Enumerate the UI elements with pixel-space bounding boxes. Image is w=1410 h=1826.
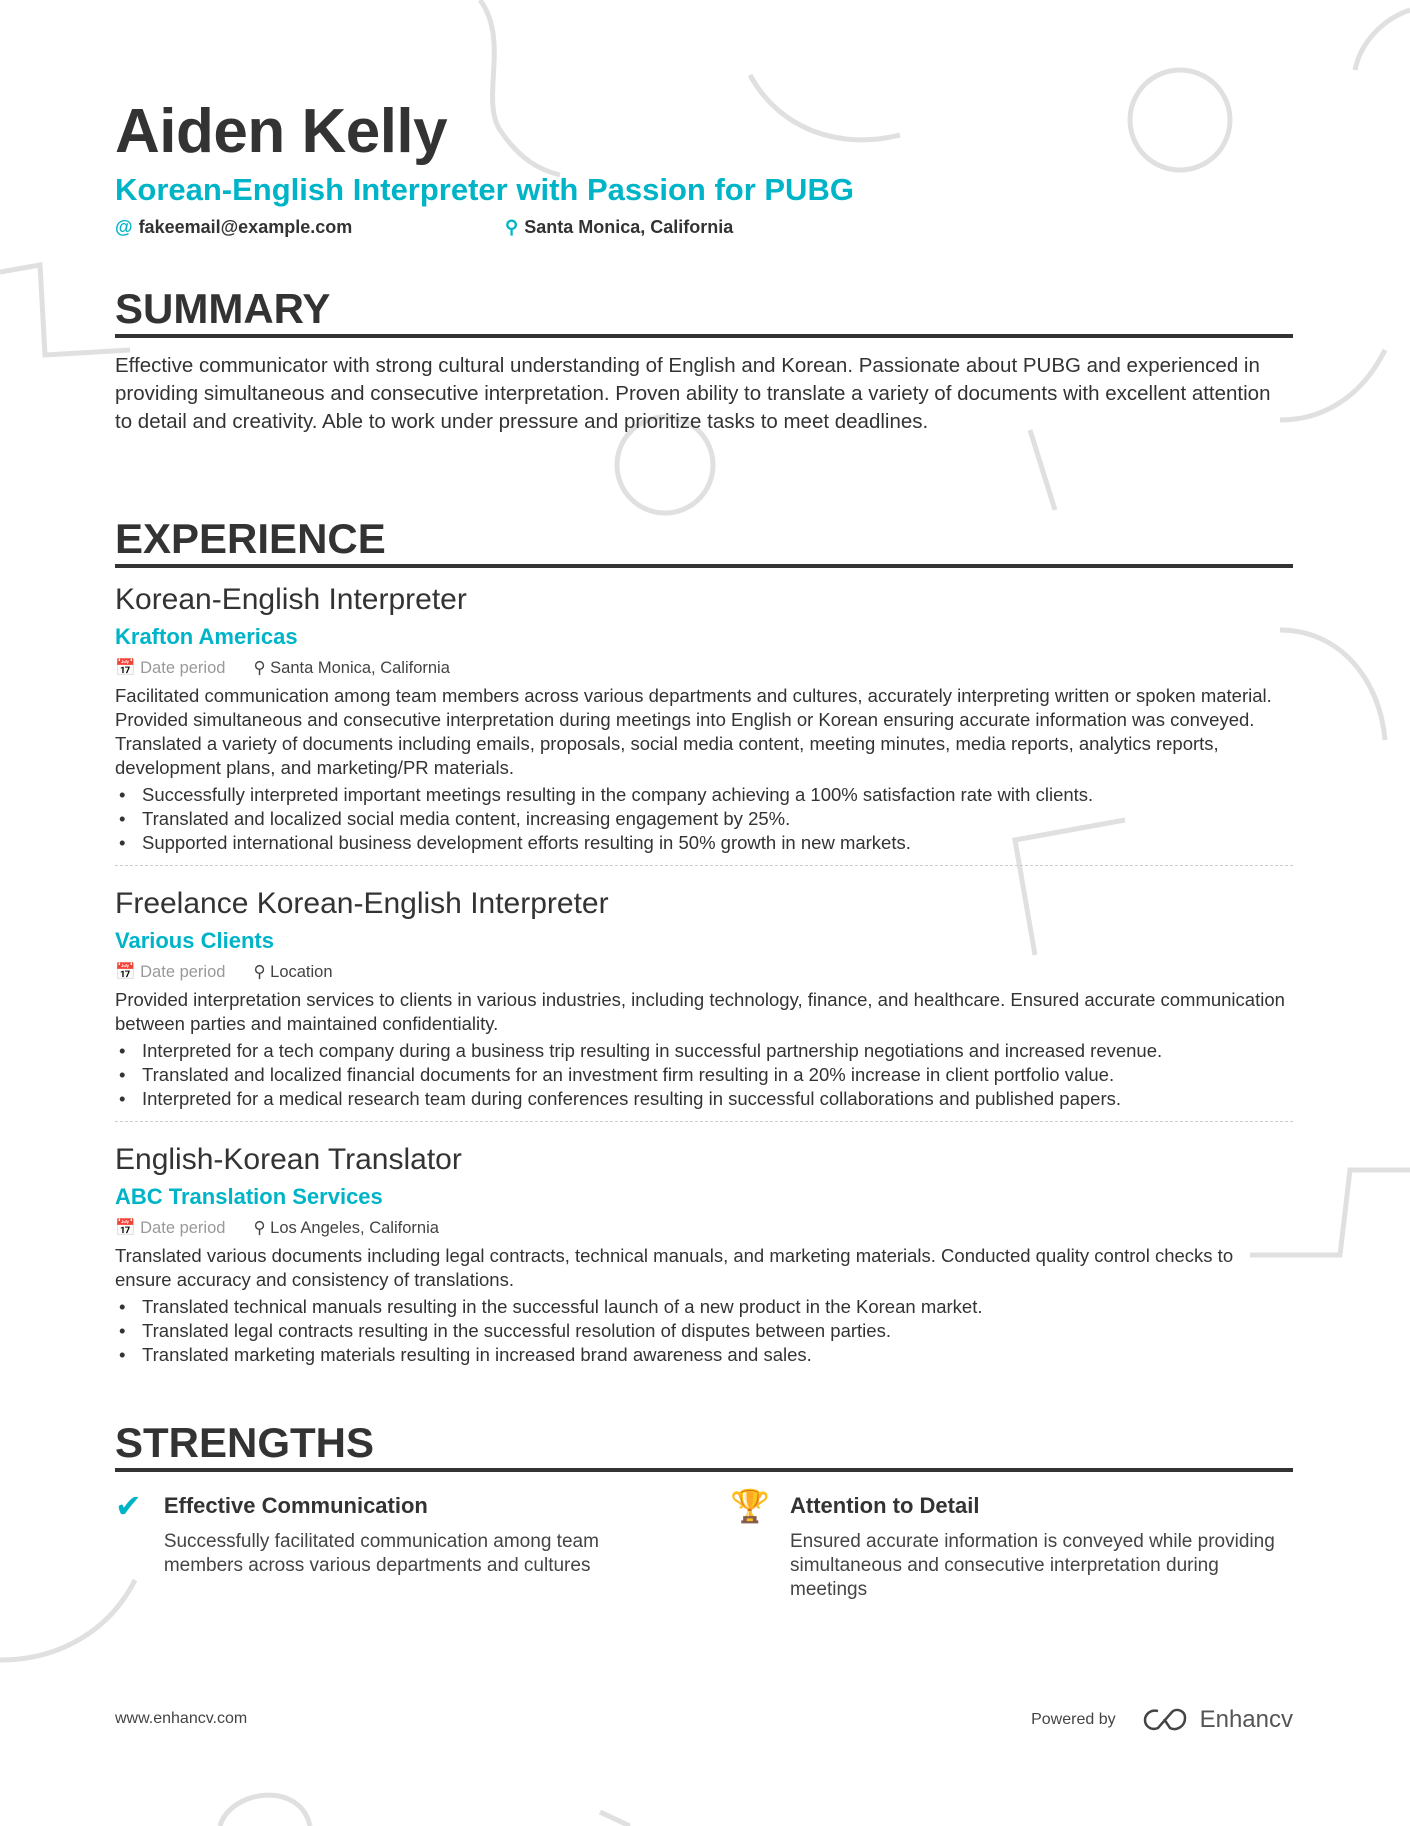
bullet-item: • Translated marketing materials resulting in increased brand awareness and sales. — [115, 1343, 1293, 1367]
contact-location — [505, 217, 733, 238]
candidate-title: Korean-English Interpreter with Passion for PUBG — [115, 172, 854, 207]
achievement-list — [115, 783, 1293, 855]
job-location: ⚲ Location — [253, 963, 333, 981]
job-location: ⚲ Los Angeles, California — [253, 1219, 439, 1237]
achievement-list — [115, 1295, 1293, 1367]
job-location: ⚲ Santa Monica, California — [253, 659, 450, 677]
strength-title: Effective Communication — [163, 1493, 428, 1518]
candidate-name: Aiden Kelly — [115, 97, 448, 166]
at-icon: @ — [115, 217, 133, 237]
strength-text: Ensured accurate information is conveyed while providing simultaneous and consecutive interpretation during meetings — [790, 1531, 1275, 1600]
divider — [115, 1121, 1293, 1122]
date-period: 📅 Date period — [115, 1219, 226, 1237]
contact-info — [115, 217, 733, 238]
strength-item — [115, 1490, 675, 1578]
achievement-list — [115, 1039, 1293, 1111]
enhancv-logo-icon — [1142, 1707, 1188, 1733]
job-title: Korean-English Interpreter — [115, 583, 467, 616]
checkmark-icon: ✔ — [115, 1488, 142, 1524]
bullet-item: • Interpreted for a tech company during a business trip resulting in successful partnership negotiations and increased revenue. — [115, 1039, 1293, 1063]
location-pin-icon: ⚲ — [253, 963, 266, 981]
calendar-icon: 📅 — [115, 963, 136, 981]
location-pin-icon: ⚲ — [505, 217, 519, 237]
section-heading-strengths: STRENGTHS — [115, 1420, 1293, 1472]
job-description: Facilitated communication among team members across various departments and cultures, accurately interpreting written or spoken material. Provided simultaneous and consecutive interpretation during meetings into English or Korean ensuring accurate information was conveyed. Translated a variety of documents including emails, proposals, social media content, meeting minutes, media reports, analytics reports, development plans, and marketing/PR materials. — [115, 685, 1272, 778]
enhancv-logo — [1142, 1706, 1293, 1734]
experience-entry — [115, 582, 1293, 866]
calendar-icon: 📅 — [115, 659, 136, 677]
company-name: Krafton Americas — [115, 624, 298, 649]
section-heading-summary: SUMMARY — [115, 286, 1293, 338]
job-title: English-Korean Translator — [115, 1143, 462, 1176]
location-pin-icon: ⚲ — [253, 659, 266, 677]
divider — [115, 865, 1293, 866]
bullet-item: • Translated legal contracts resulting in the successful resolution of disputes between parties. — [115, 1319, 1293, 1343]
job-description: Provided interpretation services to clients in various industries, including technology, finance, and healthcare. Ensured accurate communication between parties and maintained confidentiality. — [115, 989, 1285, 1034]
strength-text: Successfully facilitated communication among team members across various departments and cultures — [163, 1531, 599, 1576]
bullet-item: • Translated and localized financial documents for an investment firm resulting in a 20% increase in client portfolio value. — [115, 1063, 1293, 1087]
bullet-item: • Translated and localized social media content, increasing engagement by 25%. — [115, 807, 1293, 831]
strength-item — [730, 1490, 1290, 1602]
experience-entry — [115, 886, 1293, 1122]
calendar-icon: 📅 — [115, 1219, 136, 1237]
website-link[interactable]: www.enhancv.com — [115, 1710, 248, 1727]
brand-name: Enhancv — [1199, 1706, 1293, 1733]
bullet-item: • Successfully interpreted important meetings resulting in the company achieving a 100% satisfaction rate with clients. — [115, 783, 1293, 807]
location-pin-icon: ⚲ — [253, 1219, 266, 1237]
trophy-icon: 🏆 — [730, 1488, 770, 1524]
bullet-item: • Interpreted for a medical research team during conferences resulting in successful collaborations and published papers. — [115, 1087, 1293, 1111]
email-text: fakeemail@example.com — [138, 217, 353, 237]
company-name: Various Clients — [115, 928, 274, 953]
company-name: ABC Translation Services — [115, 1184, 383, 1209]
job-title: Freelance Korean-English Interpreter — [115, 887, 609, 920]
bullet-item: • Translated technical manuals resulting in the successful launch of a new product in the Korean market. — [115, 1295, 1293, 1319]
job-description: Translated various documents including legal contracts, technical manuals, and marketing materials. Conducted quality control checks to ensure accuracy and consistency of translations. — [115, 1245, 1234, 1290]
location-text: Santa Monica, California — [524, 217, 734, 237]
date-period: 📅 Date period — [115, 659, 226, 677]
summary-text: Effective communicator with strong cultural understanding of English and Korean. Passionate about PUBG and experienced in providing simultaneous and consecutive interpretation. Proven ability to translate a variety of documents with excellent attention to detail and creativity. Able to work under pressure and prioritize tasks to meet deadlines. — [115, 354, 1271, 433]
section-heading-experience: EXPERIENCE — [115, 516, 1293, 568]
bullet-item: • Supported international business development efforts resulting in 50% growth in new markets. — [115, 831, 1293, 855]
powered-by — [1031, 1706, 1293, 1734]
date-period: 📅 Date period — [115, 963, 226, 981]
experience-entry — [115, 1142, 1293, 1367]
contact-email — [115, 217, 505, 238]
powered-by-label: Powered by — [1031, 1711, 1116, 1728]
strength-title: Attention to Detail — [790, 1493, 980, 1518]
